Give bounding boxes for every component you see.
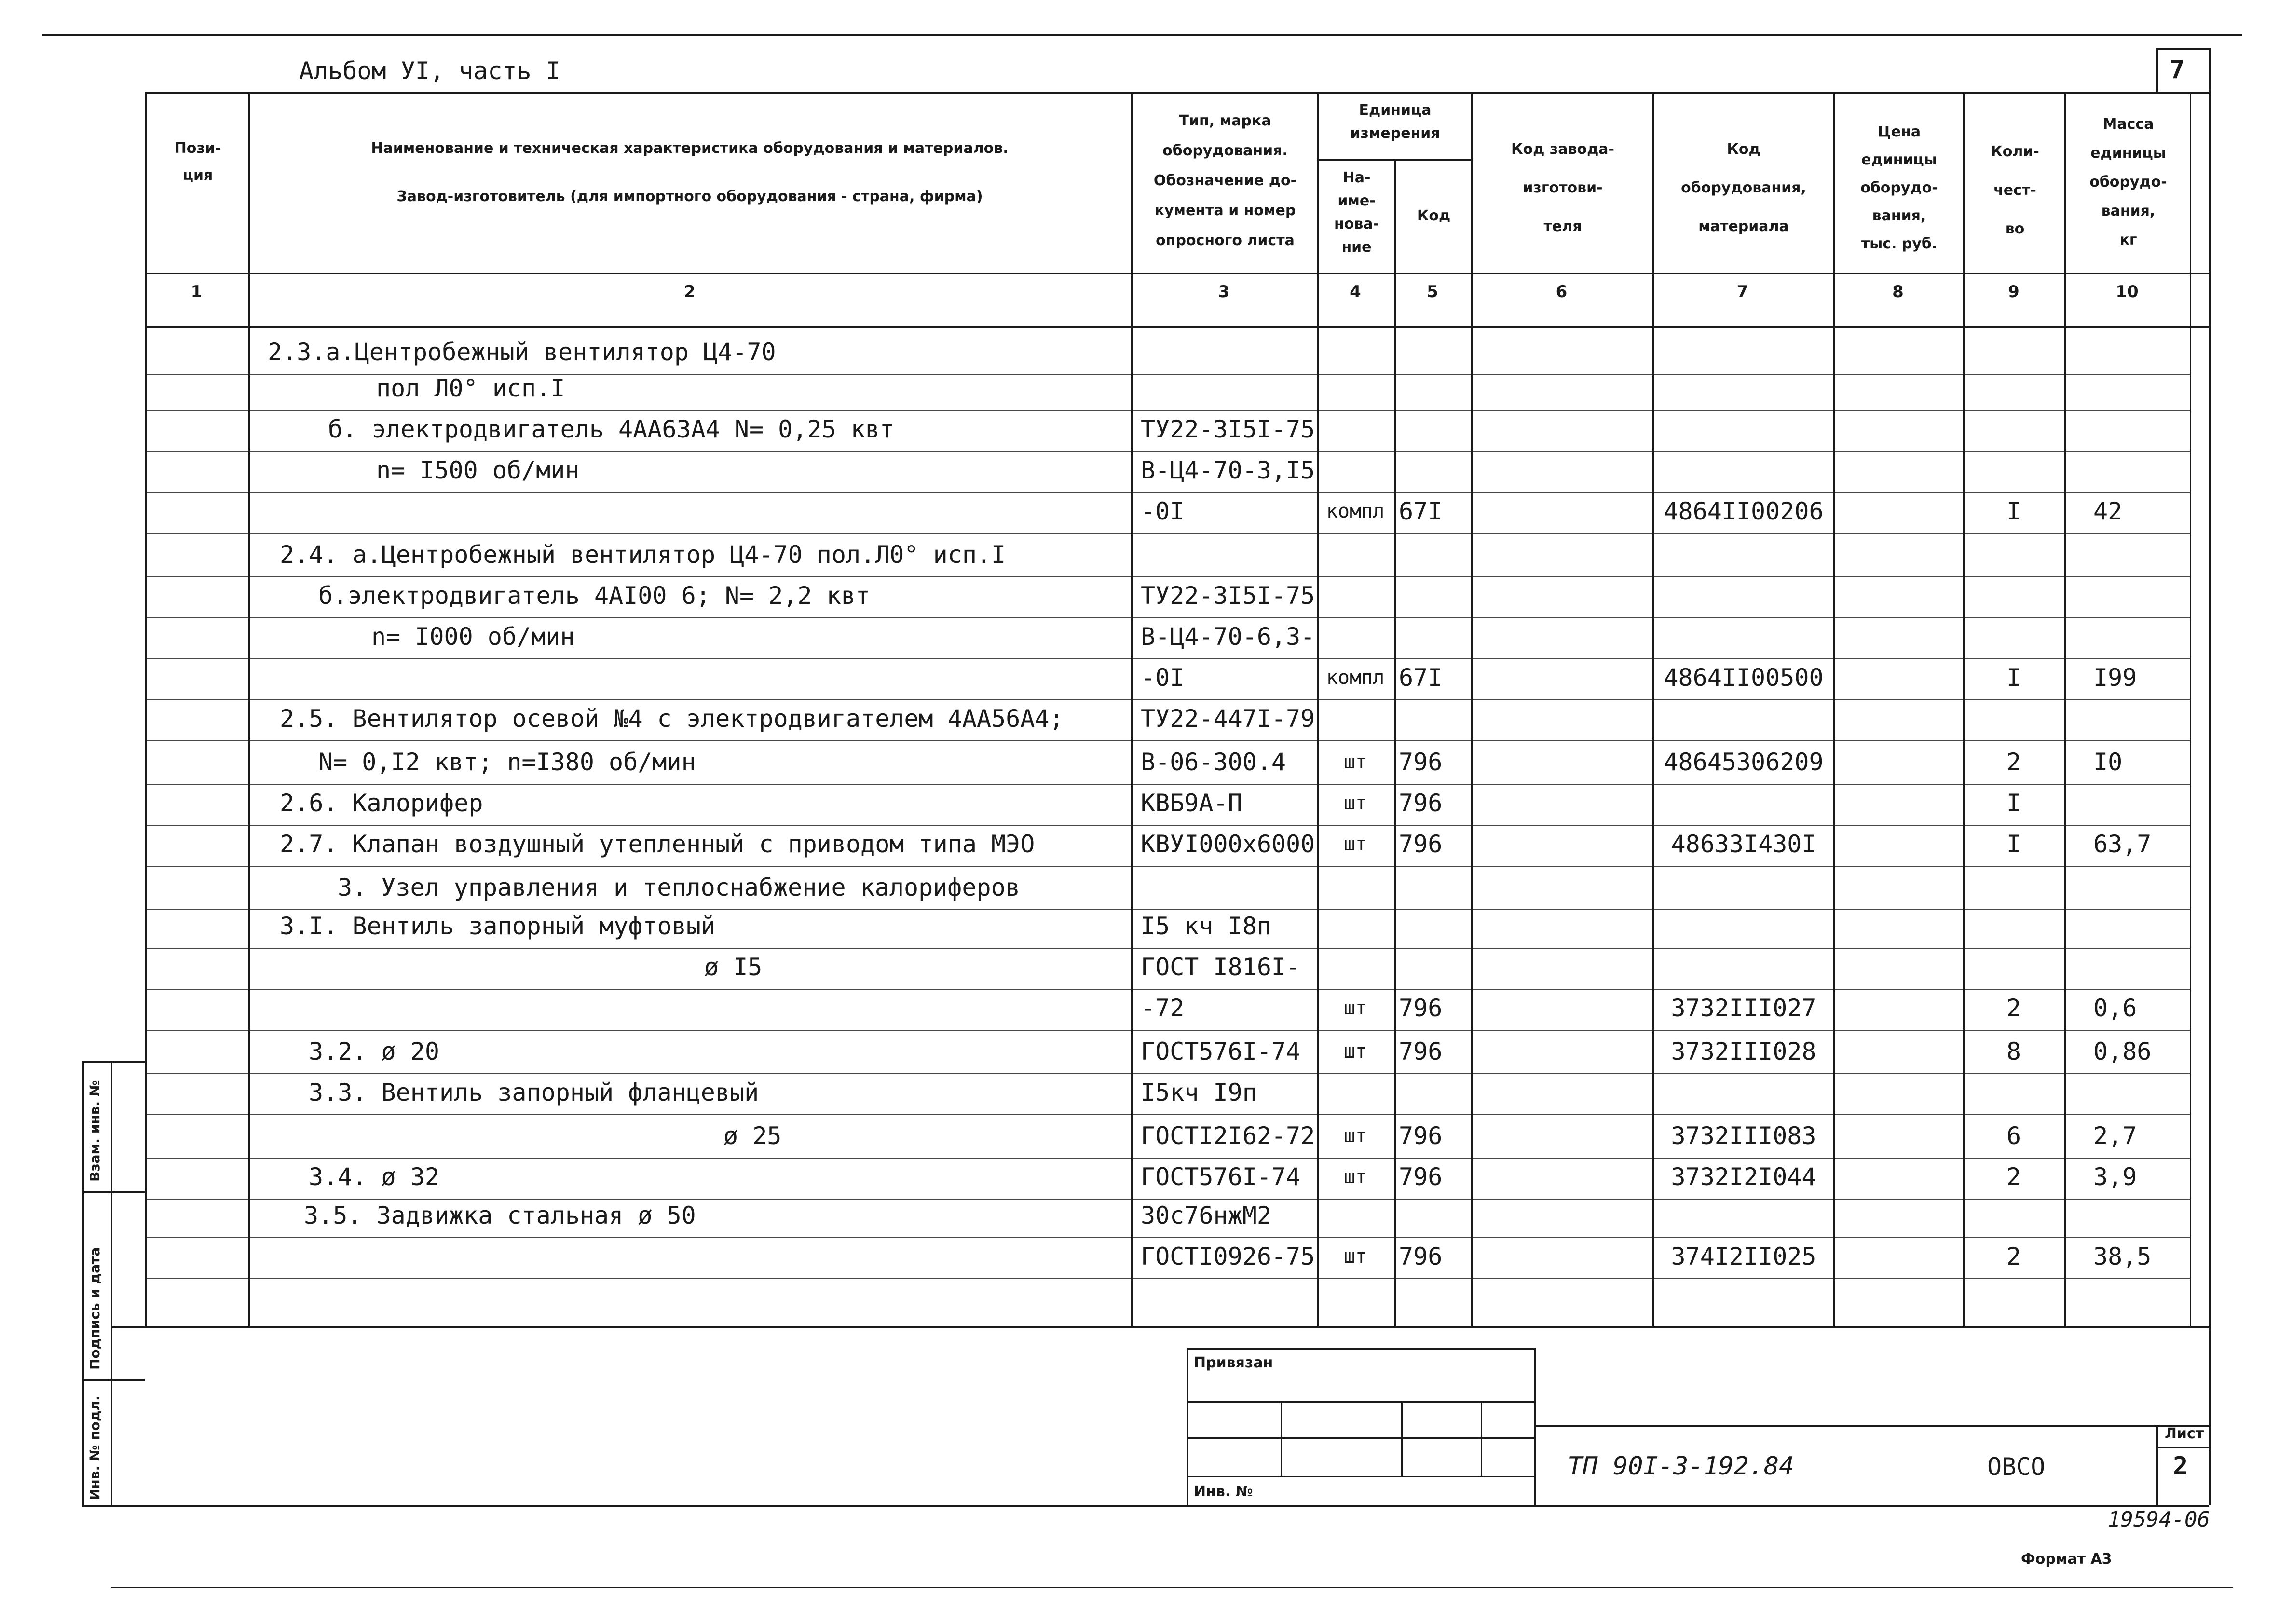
row-separator <box>145 866 2190 867</box>
row-qty: 8 <box>2006 1037 2021 1065</box>
colnum-3: 3 <box>1218 282 1230 301</box>
colnum-8: 8 <box>1892 282 1904 301</box>
row-type: ГОСТI0926-75 <box>1141 1242 1315 1270</box>
row-type: ТУ22-3I5I-75 <box>1141 415 1315 443</box>
row-name: n= I500 об/мин <box>376 456 580 484</box>
header-type: Тип, марка оборудования. Обозначение до- кумента и номер опросного листа <box>1153 112 1297 249</box>
row-code: 796 <box>1399 1037 1443 1065</box>
row-qty: I <box>2006 789 2021 817</box>
row-qty: 2 <box>2006 1242 2021 1270</box>
row-mass: 42 <box>2093 497 2123 525</box>
row-name: ø I5 <box>704 953 763 981</box>
row-mass: 63,7 <box>2093 830 2152 858</box>
row-code: 67I <box>1399 664 1443 692</box>
row-name: пол Л0° исп.I <box>376 374 565 402</box>
row-name: 2.4. а.Центробежный вентилятор Ц4-70 пол.Л0° исп.I <box>280 541 1006 569</box>
header-name-line2: Завод-изготовитель (для импортного оборудования - страна, фирма) <box>396 188 983 205</box>
row-qty: I <box>2006 830 2021 858</box>
row-name: ø 25 <box>723 1122 782 1150</box>
row-equip-code: 3732III083 <box>1671 1122 1816 1150</box>
row-code: 796 <box>1399 1242 1443 1270</box>
row-separator <box>145 1030 2190 1031</box>
header-price: Цена единицы оборудо- вания, тыс. руб. <box>1860 123 1938 252</box>
colnum-6: 6 <box>1556 282 1568 301</box>
row-type: ГОСТ576I-74 <box>1141 1037 1301 1065</box>
format-label: Формат А3 <box>2021 1551 2112 1568</box>
row-separator <box>145 492 2190 493</box>
row-qty: 6 <box>2006 1122 2021 1150</box>
row-separator <box>145 451 2190 452</box>
header-mass: Масса единицы оборудо- вания, кг <box>2089 116 2167 248</box>
row-type: ГОСТ I816I- <box>1141 953 1301 981</box>
row-equip-code: 3732III027 <box>1671 994 1816 1022</box>
row-mass: 3,9 <box>2093 1163 2137 1191</box>
row-mass: 38,5 <box>2093 1242 2152 1270</box>
row-qty: 2 <box>2006 1163 2021 1191</box>
header-position: Пози- ция <box>174 140 221 184</box>
row-name: б. электродвигатель 4АА63А4 N= 0,25 квт <box>328 415 894 443</box>
side-label-podpis: Подпись и дата <box>87 1247 103 1370</box>
page-corner-number: 7 <box>2170 55 2185 84</box>
row-type: В-Ц4-70-3,I5 <box>1141 456 1315 484</box>
row-mass: 0,86 <box>2093 1037 2152 1065</box>
row-type: I5 кч I8п <box>1141 912 1271 940</box>
row-name: 3. Узел управления и теплоснабжение калориферов <box>338 873 1020 901</box>
bottom-number: 19594-06 <box>2108 1507 2210 1532</box>
row-equip-code: 3732I2I044 <box>1671 1163 1816 1191</box>
colnum-4: 4 <box>1350 282 1361 301</box>
row-separator <box>145 533 2190 534</box>
row-equip-code: 48645306209 <box>1664 748 1824 776</box>
row-separator <box>145 1114 2190 1115</box>
row-equip-code: 4864II00206 <box>1664 497 1824 525</box>
row-name: 3.2. ø 20 <box>309 1037 439 1065</box>
row-unit: шт <box>1343 1166 1367 1188</box>
row-qty: 2 <box>2006 748 2021 776</box>
album-title: Альбом УI, часть I <box>299 57 560 85</box>
row-type: -72 <box>1141 994 1185 1022</box>
colnum-7: 7 <box>1736 282 1748 301</box>
header-factory-code: Код завода- изготови- теля <box>1511 141 1614 235</box>
row-type: -0I <box>1141 664 1185 692</box>
row-separator <box>145 699 2190 700</box>
row-type: ТУ22-447I-79 <box>1141 705 1315 733</box>
row-separator <box>145 1199 2190 1200</box>
row-mass: 0,6 <box>2093 994 2137 1022</box>
row-unit: шт <box>1343 792 1367 814</box>
colnum-1: 1 <box>191 282 203 301</box>
row-code: 796 <box>1399 789 1443 817</box>
side-label-vzam: Взам. инв. № <box>87 1080 103 1182</box>
row-separator <box>145 989 2190 990</box>
row-separator <box>145 909 2190 910</box>
row-type: В-06-300.4 <box>1141 748 1286 776</box>
row-qty: I <box>2006 664 2021 692</box>
row-separator <box>145 617 2190 618</box>
row-mass: 2,7 <box>2093 1122 2137 1150</box>
row-code: 796 <box>1399 1122 1443 1150</box>
header-equipment-code: Код оборудования, материала <box>1681 141 1806 235</box>
row-separator <box>145 784 2190 785</box>
row-unit: компл <box>1326 500 1385 522</box>
row-type: -0I <box>1141 497 1185 525</box>
row-type: I5кч I9п <box>1141 1078 1257 1106</box>
row-equip-code: 48633I430I <box>1671 830 1816 858</box>
row-equip-code: 374I2II025 <box>1671 1242 1816 1270</box>
row-equip-code: 4864II00500 <box>1664 664 1824 692</box>
row-unit: шт <box>1343 997 1367 1019</box>
row-type: 30с76нжМ2 <box>1141 1201 1271 1229</box>
row-separator <box>145 1073 2190 1074</box>
row-mass: I0 <box>2093 748 2123 776</box>
row-name: 2.3.а.Центробежный вентилятор Ц4-70 <box>268 338 776 366</box>
row-name: N= 0,I2 квт; n=I380 об/мин <box>318 748 696 776</box>
row-unit: шт <box>1343 751 1367 773</box>
row-separator <box>145 1158 2190 1159</box>
row-name: 3.3. Вентиль запорный фланцевый <box>309 1078 759 1106</box>
row-qty: I <box>2006 497 2021 525</box>
row-code: 67I <box>1399 497 1443 525</box>
row-name: 2.5. Вентилятор осевой №4 с электродвигателем 4АА56А4; <box>280 705 1064 733</box>
row-unit: шт <box>1343 1125 1367 1147</box>
stamp-sheet-number: 2 <box>2173 1452 2188 1481</box>
stamp-privyazan: Привязан <box>1194 1354 1273 1371</box>
header-quantity: Коли- чест- во <box>1991 143 2039 237</box>
row-mass: I99 <box>2093 664 2137 692</box>
row-separator <box>145 825 2190 826</box>
row-separator <box>145 1278 2190 1279</box>
stamp-doc-code: ТП 90I-3-192.84 <box>1568 1452 1794 1481</box>
stamp-inv-no: Инв. № <box>1194 1483 1253 1500</box>
stamp-sheet-label: Лист <box>2165 1425 2204 1442</box>
row-unit: шт <box>1343 1040 1367 1063</box>
row-name: 3.5. Задвижка стальная ø 50 <box>304 1201 696 1229</box>
row-type: ТУ22-3I5I-75 <box>1141 582 1315 610</box>
row-name: n= I000 об/мин <box>371 623 575 651</box>
row-type: КВУI000х6000 <box>1141 830 1315 858</box>
row-unit: компл <box>1326 667 1385 689</box>
row-code: 796 <box>1399 1163 1443 1191</box>
side-label-inv-podl: Инв. № подл. <box>87 1395 103 1500</box>
stamp-mark: ОВСО <box>1987 1453 2046 1481</box>
row-type: В-Ц4-70-6,3- <box>1141 623 1315 651</box>
colnum-10: 10 <box>2115 282 2139 301</box>
colnum-2: 2 <box>684 282 696 301</box>
row-type: ГОСТI2I62-72 <box>1141 1122 1315 1150</box>
row-type: КВБ9А-П <box>1141 789 1242 817</box>
row-name: 3.I. Вентиль запорный муфтовый <box>280 912 716 940</box>
row-unit: шт <box>1343 833 1367 855</box>
row-name: 2.6. Калорифер <box>280 789 483 817</box>
row-separator <box>145 576 2190 577</box>
row-code: 796 <box>1399 830 1443 858</box>
row-separator <box>145 1237 2190 1238</box>
row-name: 3.4. ø 32 <box>309 1163 439 1191</box>
row-code: 796 <box>1399 748 1443 776</box>
header-name-line1: Наименование и техническая характеристика оборудования и материалов. <box>371 140 1009 157</box>
row-separator <box>145 658 2190 659</box>
row-separator <box>145 410 2190 411</box>
row-qty: 2 <box>2006 994 2021 1022</box>
row-separator <box>145 948 2190 949</box>
row-equip-code: 3732III028 <box>1671 1037 1816 1065</box>
row-type: ГОСТ576I-74 <box>1141 1163 1301 1191</box>
colnum-5: 5 <box>1427 282 1438 301</box>
row-separator <box>145 740 2190 741</box>
header-unit: Единица измерения <box>1350 102 1440 142</box>
colnum-9: 9 <box>2008 282 2020 301</box>
row-name: 2.7. Клапан воздушный утепленный с приводом типа МЭО <box>280 830 1035 858</box>
row-unit: шт <box>1343 1245 1367 1268</box>
row-name: б.электродвигатель 4АI00 6; N= 2,2 квт <box>318 582 870 610</box>
header-unit-code: Код <box>1417 207 1451 224</box>
row-code: 796 <box>1399 994 1443 1022</box>
header-unit-name: На- име- нова- ние <box>1334 169 1379 256</box>
